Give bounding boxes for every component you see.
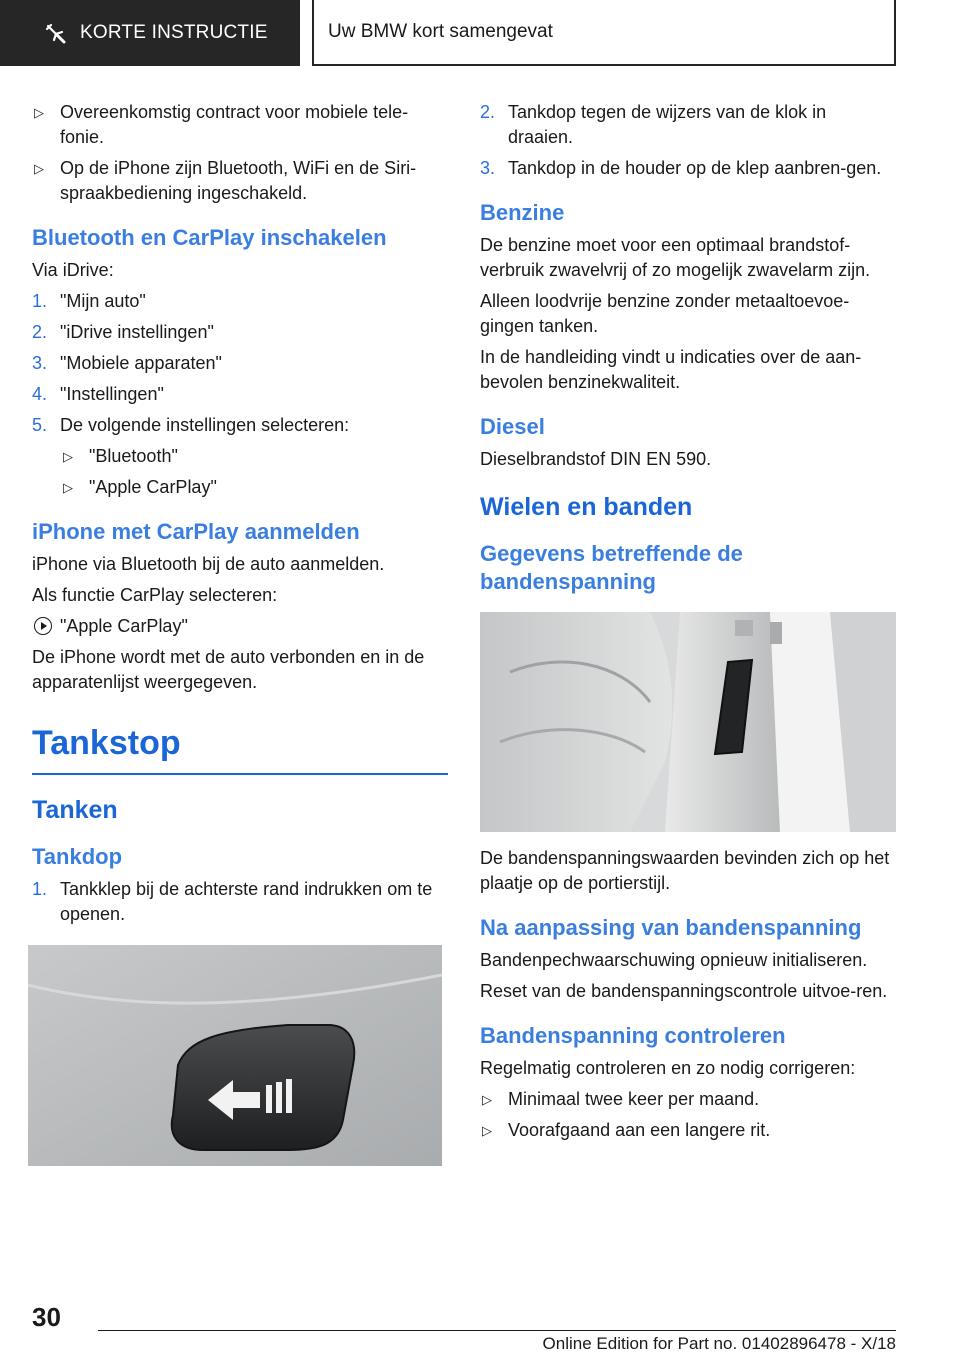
sub-list-item: ▷ "Apple CarPlay" xyxy=(32,475,448,500)
page-header xyxy=(0,0,960,66)
heading-na-aanpassing: Na aanpassing van bandenspanning xyxy=(480,915,862,940)
paragraph: In de handleiding vindt u indicaties over de aan-bevolen benzinekwaliteit. xyxy=(480,347,862,392)
heading-benzine: Benzine xyxy=(480,200,565,225)
page-number: 30 xyxy=(32,1302,61,1332)
triangle-bullet-icon: ▷ xyxy=(34,105,44,120)
heading-iphone-carplay: iPhone met CarPlay aanmelden xyxy=(32,519,360,544)
sub-list-item: ▷ "Bluetooth" xyxy=(32,444,448,469)
edition-note: Online Edition for Part no. 01402896478 - X/18 xyxy=(542,1334,896,1353)
paragraph: De bandenspanningswaarden bevinden zich op het plaatje op de portierstijl. xyxy=(480,848,890,893)
footer-divider xyxy=(98,1330,896,1331)
paragraph: De iPhone wordt met de auto verbonden en in de apparatenlijst weergegeven. xyxy=(32,647,425,692)
fuel-flap-image xyxy=(28,945,442,1166)
paragraph: Regelmatig controleren en zo nodig corrigeren: xyxy=(480,1058,856,1078)
chapter-title: Uw BMW kort samengevat xyxy=(312,0,896,66)
triangle-bullet-icon: ▷ xyxy=(482,1123,492,1138)
heading-gegevens-bandenspanning: Gegevens betreffende de bandenspanning xyxy=(480,541,743,594)
triangle-bullet-icon: ▷ xyxy=(482,1092,492,1107)
list-item: ▷ Minimaal twee keer per maand. xyxy=(480,1087,896,1112)
numbered-step: 1. "Mijn auto" xyxy=(32,291,146,311)
section-tab[interactable] xyxy=(0,0,300,66)
left-column xyxy=(32,100,448,1180)
quick-reference-icon xyxy=(44,22,66,44)
heading-tankstop: Tankstop xyxy=(32,723,448,775)
heading-wielen-banden: Wielen en banden xyxy=(480,493,693,521)
action-line: "Apple CarPlay" xyxy=(32,614,448,639)
heading-tanken: Tanken xyxy=(32,796,118,824)
paragraph: Alleen loodvrije benzine zonder metaaltoevoe-gingen tanken. xyxy=(480,291,850,336)
heading-tankdop: Tankdop xyxy=(32,844,123,869)
play-circle-icon xyxy=(34,617,52,635)
paragraph: De benzine moet voor een optimaal brandstof-verbruik zwavelvrij of zo mogelijk zwavelarm zijn. xyxy=(480,235,871,280)
numbered-step: 3. "Mobiele apparaten" xyxy=(32,353,222,373)
paragraph: Als functie CarPlay selecteren: xyxy=(32,585,278,605)
right-column xyxy=(480,100,896,1149)
heading-bluetooth-carplay: Bluetooth en CarPlay inschakelen xyxy=(32,225,387,250)
triangle-bullet-icon: ▷ xyxy=(34,161,44,176)
numbered-step: 2. Tankdop tegen de wijzers van de klok in draaien. xyxy=(480,102,827,147)
numbered-step: 2. "iDrive instellingen" xyxy=(32,322,214,342)
door-pillar-image xyxy=(480,612,896,832)
triangle-bullet-icon: ▷ xyxy=(63,449,73,464)
list-item: ▷ Overeenkomstig contract voor mobiele tele-fonie. xyxy=(32,100,448,150)
paragraph: Dieselbrandstof DIN EN 590. xyxy=(480,449,712,469)
paragraph: Reset van de bandenspanningscontrole uitvoe-ren. xyxy=(480,981,888,1001)
list-item: ▷ Op de iPhone zijn Bluetooth, WiFi en de Siri-spraakbediening ingeschakeld. xyxy=(32,156,448,206)
paragraph: Bandenpechwaarschuwing opnieuw initialiseren. xyxy=(480,950,868,970)
heading-diesel: Diesel xyxy=(480,414,545,439)
paragraph: Via iDrive: xyxy=(32,260,114,280)
numbered-step: 5. De volgende instellingen selecteren: xyxy=(32,415,350,435)
heading-controleren: Bandenspanning controleren xyxy=(480,1023,786,1048)
numbered-step: 3. Tankdop in de houder op de klep aanbren-gen. xyxy=(480,158,882,178)
numbered-step: 4. "Instellingen" xyxy=(32,384,164,404)
triangle-bullet-icon: ▷ xyxy=(63,480,73,495)
section-tab-label: KORTE INSTRUCTIE xyxy=(80,22,268,43)
numbered-step: 1. Tankklep bij de achterste rand indrukken om te openen. xyxy=(32,879,433,924)
list-item: ▷ Voorafgaand aan een langere rit. xyxy=(480,1118,896,1143)
paragraph: iPhone via Bluetooth bij de auto aanmelden. xyxy=(32,554,385,574)
